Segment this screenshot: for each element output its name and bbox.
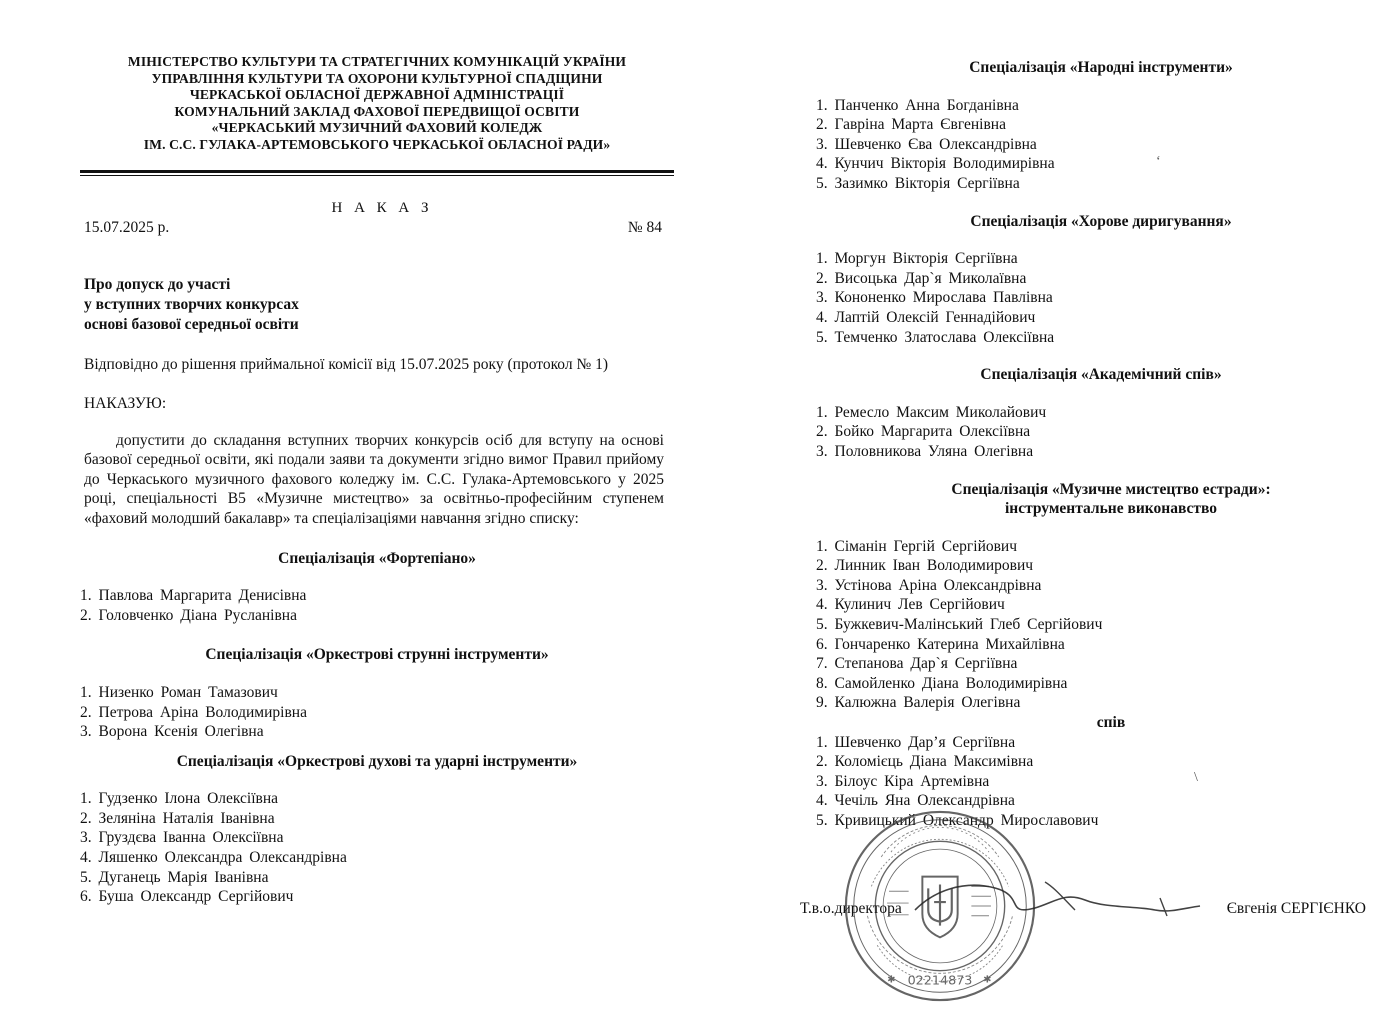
spec-subtitle-vocal: спів [1096, 714, 1126, 732]
list-item: 5. Зазимко Вікторія Сергіївна [816, 174, 1020, 192]
list-item: 6. Буша Олександр Сергійович [80, 888, 294, 906]
stamp-code: 02214873 [907, 973, 973, 989]
name-list [80, 683, 674, 742]
name-list [816, 403, 1376, 462]
left-column [80, 54, 674, 907]
list-item: 5. Дуганець Марія Іванівна [80, 868, 269, 886]
name-list [816, 96, 1376, 194]
order-meta [80, 219, 674, 237]
spec-subtitle: інструментальне виконавство [1004, 500, 1218, 518]
list-item: 5. Кривицький Олександр Мирославович [816, 812, 1099, 829]
list-item: 3. Ворона Ксенія Олегівна [80, 723, 264, 741]
list-item: 1. Ремесло Максим Миколайович [816, 403, 1047, 421]
header-line: «ЧЕРКАСЬКИЙ МУЗИЧНИЙ ФАХОВИЙ КОЛЕДЖ [211, 120, 543, 136]
spec-title: Спеціалізація «Оркестрові духові та ударні інструменти» [176, 752, 578, 770]
subject-line: Про допуск до участі [84, 275, 231, 293]
signature-row [800, 900, 1366, 918]
spec-block-piano [80, 549, 674, 626]
list-item: 1. Шевченко Дар’я Сергіївна [816, 733, 1016, 751]
scan-mark: ‘ [1156, 154, 1161, 169]
list-item: 2. Висоцька Дар`я Миколаївна [816, 269, 1027, 287]
order-date: 15.07.2025 р. [84, 218, 170, 236]
spec-block-academic-vocal [816, 365, 1376, 461]
list-item: 2. Бойко Маргарита Олексіївна [816, 423, 1031, 441]
institution-header [80, 54, 674, 154]
list-item: 7. Степанова Дар`я Сергіївна [816, 655, 1018, 673]
list-item: 2. Коломієць Діана Максимівна [816, 753, 1034, 771]
list-item: 3. Половникова Уляна Олегівна [816, 442, 1034, 460]
list-item: 2. Линник Іван Володимирович [816, 557, 1034, 575]
list-item: 8. Самойленко Діана Володимирівна [816, 674, 1068, 692]
spec-block-estrada [816, 480, 1376, 831]
svg-text:✱: ✱ [887, 974, 896, 986]
header-line: КОМУНАЛЬНИЙ ЗАКЛАД ФАХОВОЇ ПЕРЕДВИЩОЇ ОСВІТИ [174, 103, 580, 119]
spec-title: Спеціалізація «Фортепіано» [278, 549, 476, 567]
list-item: 2. Зеляніна Наталія Іванівна [80, 809, 275, 827]
spec-block-strings [80, 645, 674, 741]
order-number: № 84 [627, 218, 662, 236]
signatory-name: Євгенія СЕРГІЄНКО [1226, 900, 1366, 917]
subject-line: у вступних творчих конкурсах [84, 295, 299, 313]
list-item: 1. Гудзенко Ілона Олексіївна [80, 790, 279, 808]
list-item: 4. Ляшенко Олександра Олександрівна [80, 849, 347, 867]
list-item: 1. Панченко Анна Богданівна [816, 96, 1019, 114]
spec-title: Спеціалізація «Хорове диригування» [970, 212, 1232, 230]
order-basis: Відповідно до рішення приймальної комісії від 15.07.2025 року (протокол № 1) [84, 355, 609, 373]
spec-title: Спеціалізація «Музичне мистецтво естради»: [951, 480, 1271, 498]
list-item: 9. Калюжна Валерія Олегівна [816, 694, 1021, 712]
order-title: Н А К А З [331, 199, 433, 216]
header-line: УПРАВЛІННЯ КУЛЬТУРИ ТА ОХОРОНИ КУЛЬТУРНОЇ СПАДЩИНИ [151, 70, 603, 86]
spec-block-folk [816, 58, 1376, 194]
order-subject [80, 275, 674, 335]
spec-title: Спеціалізація «Народні інструменти» [969, 59, 1233, 76]
header-line: ЧЕРКАСЬКОЇ ОБЛАСНОЇ ДЕРЖАВНОЇ АДМІНІСТРАЦІЇ [189, 87, 565, 103]
list-item: 1. Павлова Маргарита Денисівна [80, 587, 307, 605]
list-item: 2. Головченко Діана Русланівна [80, 606, 297, 624]
scan-mark: \ [1194, 770, 1198, 785]
header-line: ІМ. С.С. ГУЛАКА-АРТЕМОВСЬКОГО ЧЕРКАСЬКОЇ ОБЛАСНОЇ РАДИ» [143, 136, 611, 152]
spec-block-winds [80, 752, 674, 907]
svg-text:✱: ✱ [983, 974, 992, 986]
list-item: 5. Темченко Златослава Олексіївна [816, 328, 1055, 346]
name-list [80, 586, 674, 625]
header-divider [80, 170, 674, 176]
list-item: 4. Кунчич Вікторія Володимирівна [816, 155, 1055, 173]
list-item: 2. Гавріна Марта Євгенівна [816, 116, 1006, 134]
list-item: 1. Моргун Вікторія Сергіївна [816, 250, 1018, 268]
orders-word: НАКАЗУЮ: [84, 394, 167, 412]
spec-title: Спеціалізація «Оркестрові струнні інструменти» [205, 646, 549, 664]
list-item: 4. Кулинич Лев Сергійович [816, 596, 1005, 614]
list-item: 2. Петрова Аріна Володимирівна [80, 703, 307, 721]
list-item: 1. Сіманін Гергій Сергійович [816, 537, 1018, 555]
subject-line: основі базової середньої освіти [84, 315, 299, 333]
spec-title: Спеціалізація «Академічний спів» [980, 366, 1222, 384]
list-item: 3. Устінова Аріна Олександрівна [816, 576, 1042, 594]
list-item: 3. Шевченко Єва Олександрівна [816, 135, 1037, 153]
list-item: 5. Бужкевич-Малінський Глеб Сергійович [816, 616, 1103, 634]
list-item: 3. Білоус Кіра Артемівна [816, 772, 990, 790]
name-list-instrumental [816, 537, 1376, 713]
name-list [816, 249, 1376, 347]
header-line: МІНІСТЕРСТВО КУЛЬТУРИ ТА СТРАТЕГІЧНИХ КОМУНІКАЦІЙ УКРАЇНИ [127, 54, 627, 69]
name-list [80, 789, 674, 907]
order-body: допустити до складання вступних творчих конкурсів осіб для вступу на основі базової середньої освіти, які подали заяви та документи згідно вимог Правил прийому до Черкаського музичного фахового коледжу ім. С.С. Гулака-Артемовського у 2025 році, спеціальності В5 «Музичне мистецтво» за освітньо-професійним ступенем «фаховий молодший бакалавр» та спеціалізаціями навчання згідно списку: [84, 431, 664, 527]
list-item: 1. Низенко Роман Тамазович [80, 683, 278, 701]
list-item: 6. Гончаренко Катерина Михайлівна [816, 635, 1065, 653]
spec-block-choral [816, 212, 1376, 348]
list-item: 4. Лаптій Олексій Геннадійович [816, 308, 1036, 326]
list-item: 4. Чечіль Яна Олександрівна [816, 792, 1015, 810]
signatory-position: Т.в.о.директора [800, 900, 902, 917]
list-item: 3. Груздєва Іванна Олексіївна [80, 829, 284, 847]
list-item: 3. Кононенко Мирослава Павлівна [816, 289, 1053, 307]
